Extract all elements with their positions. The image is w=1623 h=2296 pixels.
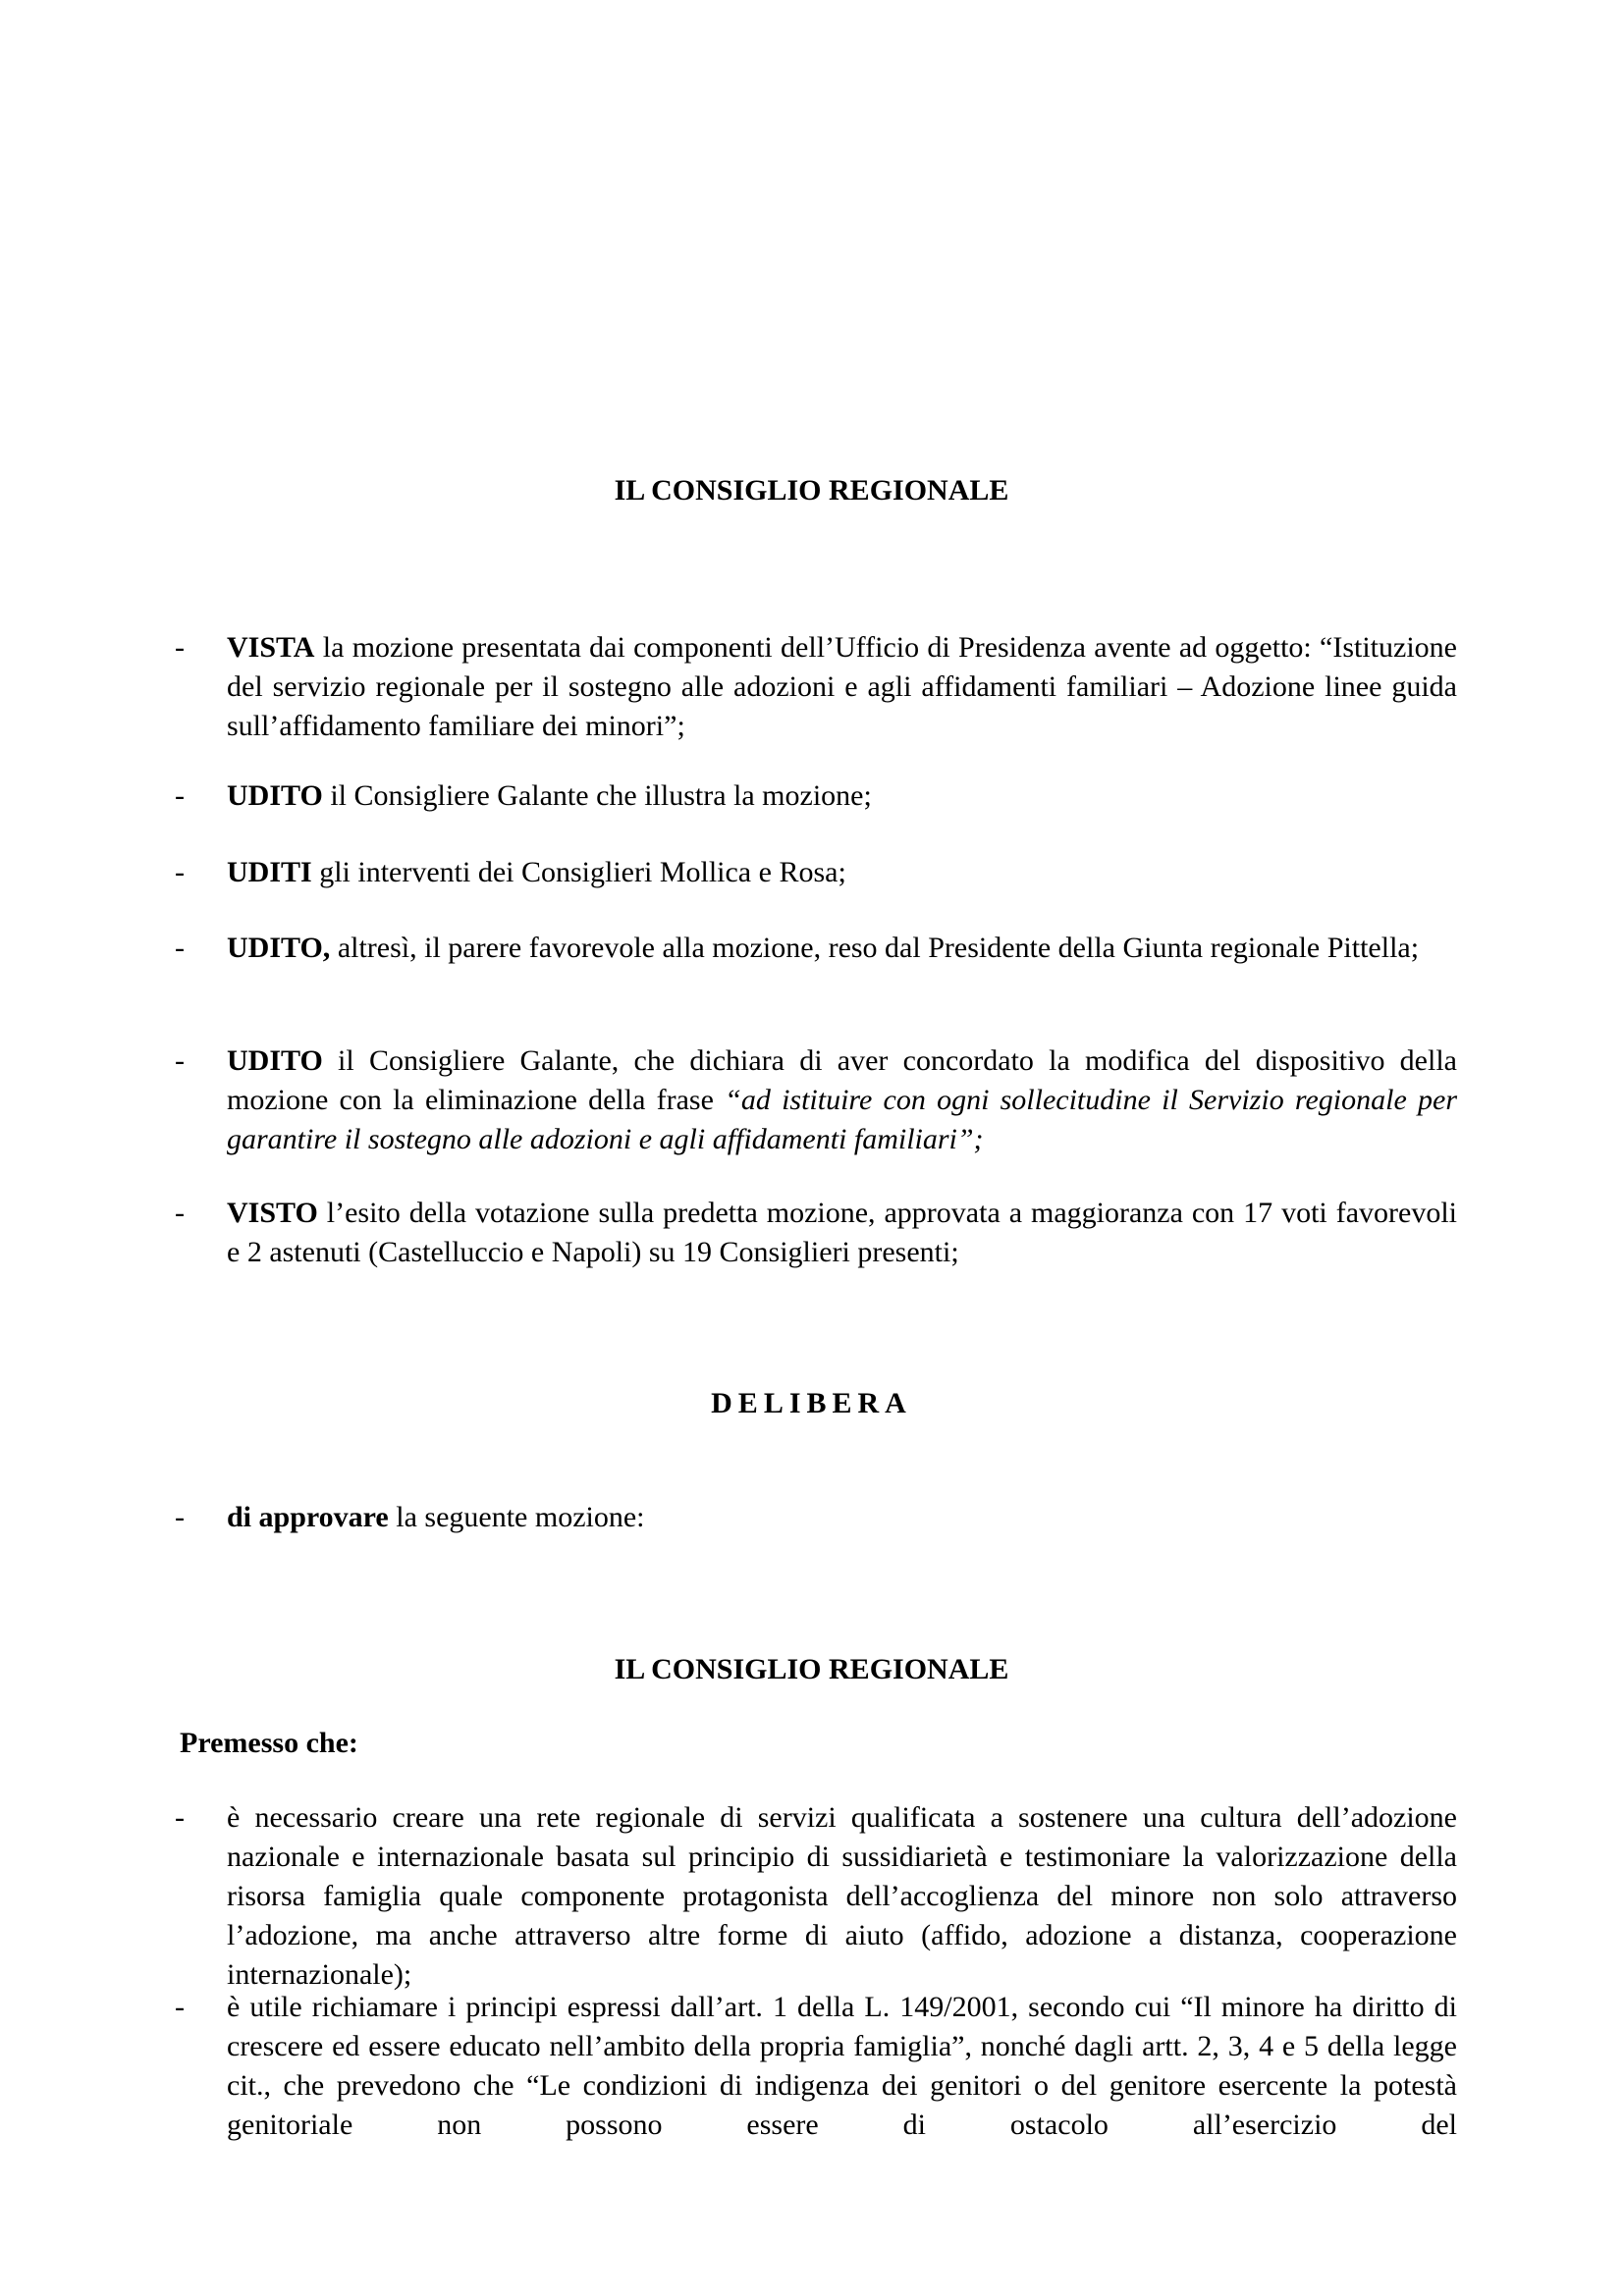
premise-text: è utile richiamare i principi espressi dall’art. 1 della L. 149/2001, secondo cui “Il minore ha diritto di crescere ed essere educato nell’ambito della propria famiglia”, nonché dagli artt. 2, 3, 4 e 5 della legge cit., che prevedono che “Le condizioni di indigenza dei genitori o del genitore esercente la potestà genitoriale non possono essere di ostacolo all’esercizio del [227,1991,1457,2141]
recital-body [227,853,1457,892]
recital-item [175,776,1457,816]
recital-body [227,929,1457,968]
premise-item [175,1798,1457,1995]
recital-keyword: UDITO, [227,932,331,964]
quoted-phrase: “ad istituire con ogni sollecitudine il Servizio regionale per garantire il sostegno alle adozioni e agli affidamenti familiari”; [227,1084,1457,1155]
recital-item [175,853,1457,892]
recital-item [175,628,1457,746]
recital-item [175,1041,1457,1159]
recital-text: il Consigliere Galante che illustra la mozione; [322,779,872,812]
recital-text: l’esito della votazione sulla predetta mozione, approvata a maggioranza con 17 voti favorevoli e 2 astenuti (Castelluccio e Napoli) su 19 Consiglieri presenti; [227,1197,1457,1268]
heading-consiglio-regionale: IL CONSIGLIO REGIONALE [614,474,1009,507]
recital-item [175,929,1457,968]
resolution-keyword: di approvare [227,1501,389,1533]
recital-text: il Consigliere Galante, che dichiara di aver concordato la modifica del dispositivo della mozione con la eliminazione della frase [227,1044,1457,1116]
recital-keyword: VISTO [227,1197,318,1229]
recital-text: la mozione presentata dai componenti dell’Ufficio di Presidenza avente ad oggetto: “Istituzione del servizio regionale per il sostegno alle adozioni e agli affidamenti familiari – Adozione linee guida sull’affidamento familiare dei minori”; [227,631,1457,742]
heading-delibera: DELIBERA [711,1387,912,1419]
recital-keyword: UDITO [227,779,323,812]
recital-keyword: UDITI [227,856,312,888]
bullet-dash: - [175,1044,185,1077]
bullet-dash: - [175,631,185,664]
recital-text: altresì, il parere favorevole alla mozione, reso dal Presidente della Giunta regionale Pittella; [330,932,1420,964]
resolution-body [227,1498,1457,1537]
premesso-label: Premesso che: [180,1727,358,1759]
bullet-dash: - [175,1501,185,1533]
recital-body [227,1041,1457,1159]
bullet-dash: - [175,779,185,812]
recital-body [227,776,1457,816]
resolution-item [175,1498,1457,1537]
bullet-dash: - [175,1801,185,1834]
bullet-dash: - [175,932,185,964]
recital-body [227,1194,1457,1272]
recital-item [175,1194,1457,1272]
bullet-dash: - [175,856,185,888]
recital-body [227,628,1457,746]
premise-item [175,1988,1457,2145]
heading-consiglio-regionale-2: IL CONSIGLIO REGIONALE [614,1653,1009,1685]
bullet-dash: - [175,1991,185,2023]
recital-keyword: UDITO [227,1044,323,1077]
recital-keyword: VISTA [227,631,315,664]
bullet-dash: - [175,1197,185,1229]
resolution-text: la seguente mozione: [388,1501,645,1533]
premise-text: è necessario creare una rete regionale di servizi qualificata a sostenere una cultura dell’adozione nazionale e internazionale basata sul principio di sussidiarietà e testimoniare la valorizzazione della risorsa famiglia quale componente protagonista dell’accoglienza del minore non solo attraverso l’adozione, ma anche attraverso altre forme di aiuto (affido, adozione a distanza, cooperazione internazionale); [227,1801,1457,1991]
recital-text: gli interventi dei Consiglieri Mollica e Rosa; [311,856,846,888]
